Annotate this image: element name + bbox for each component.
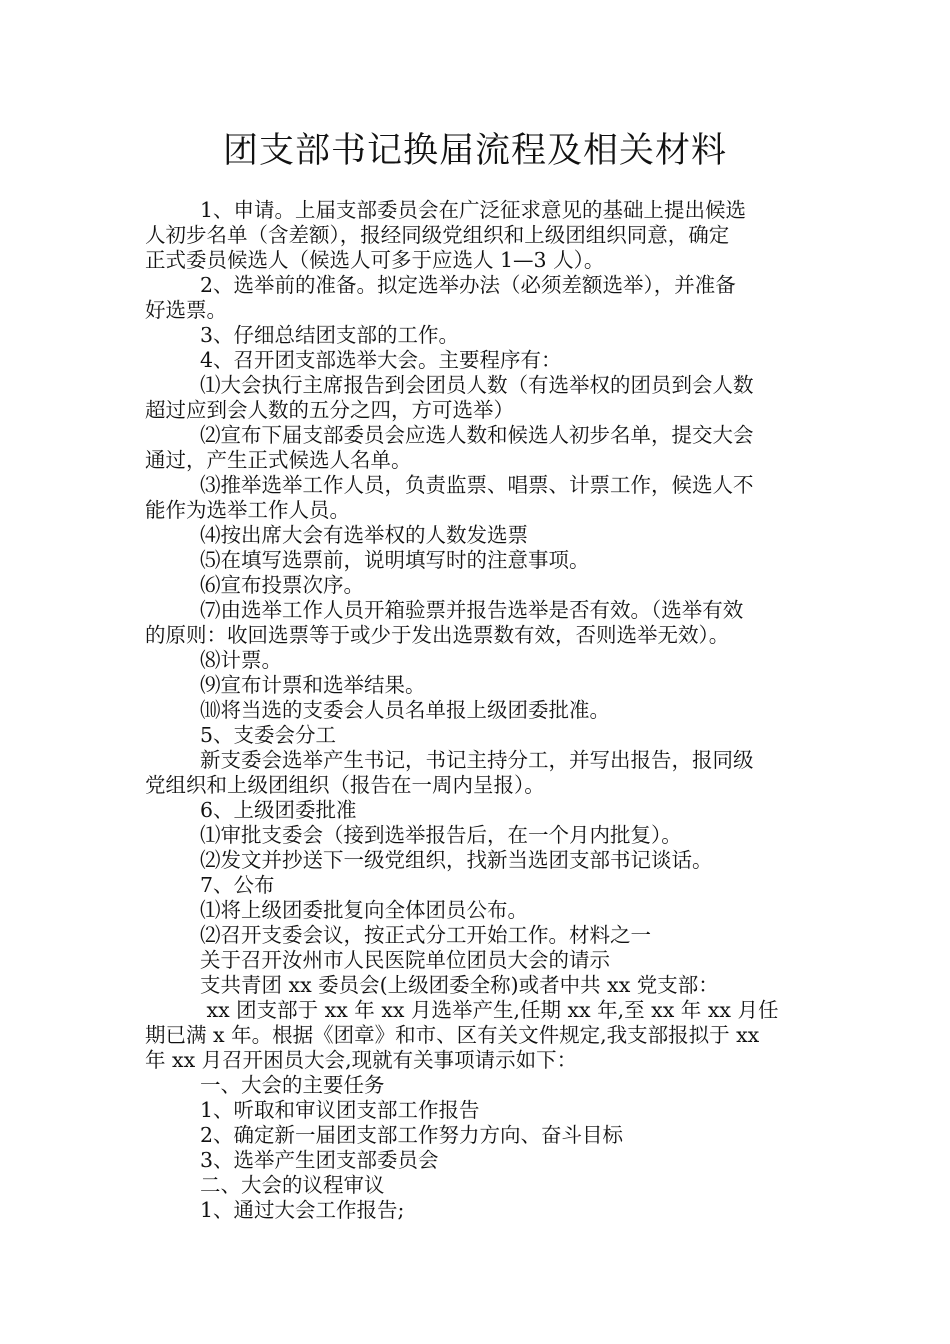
paragraph-line — [0, 1173, 950, 1198]
paragraph-line — [0, 223, 950, 248]
line-text: 2、确定新一届团支部工作努力方向、奋斗目标 — [200, 1123, 624, 1147]
line-text: xx 团支部于 xx 年 xx 月选举产生,任期 xx 年,至 xx 年 xx 月任 — [200, 998, 779, 1022]
paragraph-line — [0, 598, 950, 623]
paragraph-line — [0, 448, 950, 473]
paragraph-line — [0, 548, 950, 573]
paragraph-line — [0, 948, 950, 973]
paragraph-line — [0, 648, 950, 673]
line-text: 3、选举产生团支部委员会 — [200, 1148, 439, 1172]
line-text: 6、上级团委批准 — [200, 798, 357, 822]
paragraph-line — [0, 1198, 950, 1223]
paragraph-line — [0, 523, 950, 548]
paragraph-line — [0, 348, 950, 373]
paragraph-line — [0, 673, 950, 698]
paragraph-line — [0, 1098, 950, 1123]
line-text: ⑸在填写选票前，说明填写时的注意事项。 — [200, 548, 590, 572]
paragraph-line — [0, 1123, 950, 1148]
line-text: 支共青团 xx 委员会(上级团委全称)或者中共 xx 党支部： — [200, 973, 719, 997]
line-text: ⑺由选举工作人员开箱验票并报告选举是否有效。（选举有效 — [200, 598, 744, 622]
paragraph-line — [0, 1023, 950, 1048]
paragraph-line — [0, 873, 950, 898]
paragraph-line — [0, 1073, 950, 1098]
paragraph-line — [0, 623, 950, 648]
line-text: 二、大会的议程审议 — [200, 1173, 385, 1197]
paragraph-line — [0, 498, 950, 523]
paragraph-line — [0, 773, 950, 798]
line-text: ⑴大会执行主席报告到会团员人数（有选举权的团员到会人数 — [200, 373, 754, 397]
line-text: ⑵宣布下届支部委员会应选人数和候选人初步名单，提交大会 — [200, 423, 754, 447]
line-text: 新支委会选举产生书记，书记主持分工，并写出报告，报同级 — [200, 748, 754, 772]
paragraph-line — [0, 723, 950, 748]
line-text: 的原则：收回选票等于或少于发出选票数有效，否则选举无效）。 — [145, 623, 730, 647]
line-text: 通过，产生正式候选人名单。 — [145, 448, 412, 472]
line-text: 1、通过大会工作报告; — [200, 1198, 405, 1222]
paragraph-line — [0, 823, 950, 848]
paragraph-line — [0, 473, 950, 498]
line-text: 2、选举前的准备。拟定选举办法（必须差额选举），并准备 — [200, 273, 736, 297]
paragraph-line — [0, 398, 950, 423]
paragraph-line — [0, 698, 950, 723]
line-text: 好选票。 — [145, 298, 227, 322]
line-text: ⑼宣布计票和选举结果。 — [200, 673, 426, 697]
line-text: 超过应到会人数的五分之四，方可选举） — [145, 398, 514, 422]
line-text: 1、申请。上届支部委员会在广泛征求意见的基础上提出候选 — [200, 198, 747, 222]
paragraph-line — [0, 298, 950, 323]
paragraph-line — [0, 848, 950, 873]
line-text: ⑴将上级团委批复向全体团员公布。 — [200, 898, 528, 922]
line-text: 3、仔细总结团支部的工作。 — [200, 323, 460, 347]
line-text: 党组织和上级团组织（报告在一周内呈报）。 — [145, 773, 545, 797]
paragraph-line — [0, 273, 950, 298]
line-text: ⑵发文并抄送下一级党组织，找新当选团支部书记谈话。 — [200, 848, 713, 872]
line-text: 4、召开团支部选举大会。主要程序有： — [200, 348, 562, 372]
paragraph-line — [0, 323, 950, 348]
paragraph-line — [0, 898, 950, 923]
document-title: 团支部书记换届流程及相关材料 — [222, 131, 727, 171]
paragraph-line — [0, 198, 950, 223]
line-text: ⑴审批支委会（接到选举报告后，在一个月内批复）。 — [200, 823, 682, 847]
paragraph-line — [0, 248, 950, 273]
line-text: ⑻计票。 — [200, 648, 282, 672]
line-text: ⑷按出席大会有选举权的人数发选票 — [200, 523, 528, 547]
line-text: 关于召开汝州市人民医院单位团员大会的请示 — [200, 948, 610, 972]
paragraph-line — [0, 373, 950, 398]
line-text: 能作为选举工作人员。 — [145, 498, 350, 522]
line-text: ⑽将当选的支委会人员名单报上级团委批准。 — [200, 698, 610, 722]
line-text: ⑹宣布投票次序。 — [200, 573, 364, 597]
line-text: 1、听取和审议团支部工作报告 — [200, 1098, 480, 1122]
line-text: 5、支委会分工 — [200, 723, 337, 747]
line-text: 年 xx 月召开困员大会,现就有关事项请示如下： — [145, 1048, 578, 1072]
line-text: 人初步名单（含差额），报经同级党组织和上级团组织同意，确定 — [145, 223, 730, 247]
paragraph-line — [0, 573, 950, 598]
line-text: 一、大会的主要任务 — [200, 1073, 385, 1097]
line-text: 正式委员候选人（候选人可多于应选人 1—3 人）。 — [145, 248, 605, 272]
paragraph-line — [0, 423, 950, 448]
paragraph-line — [0, 998, 950, 1023]
line-text: ⑶推举选举工作人员，负责监票、唱票、计票工作，候选人不 — [200, 473, 754, 497]
line-text: 7、公布 — [200, 873, 275, 897]
line-text: ⑵召开支委会议，按正式分工开始工作。材料之一 — [200, 923, 651, 947]
paragraph-line — [0, 973, 950, 998]
paragraph-line — [0, 798, 950, 823]
paragraph-line — [0, 748, 950, 773]
line-text: 期已满 x 年。根据《团章》和市、区有关文件规定,我支部报拟于 xx — [145, 1023, 760, 1047]
paragraph-line — [0, 1148, 950, 1173]
paragraph-line — [0, 923, 950, 948]
paragraph-line — [0, 1048, 950, 1073]
